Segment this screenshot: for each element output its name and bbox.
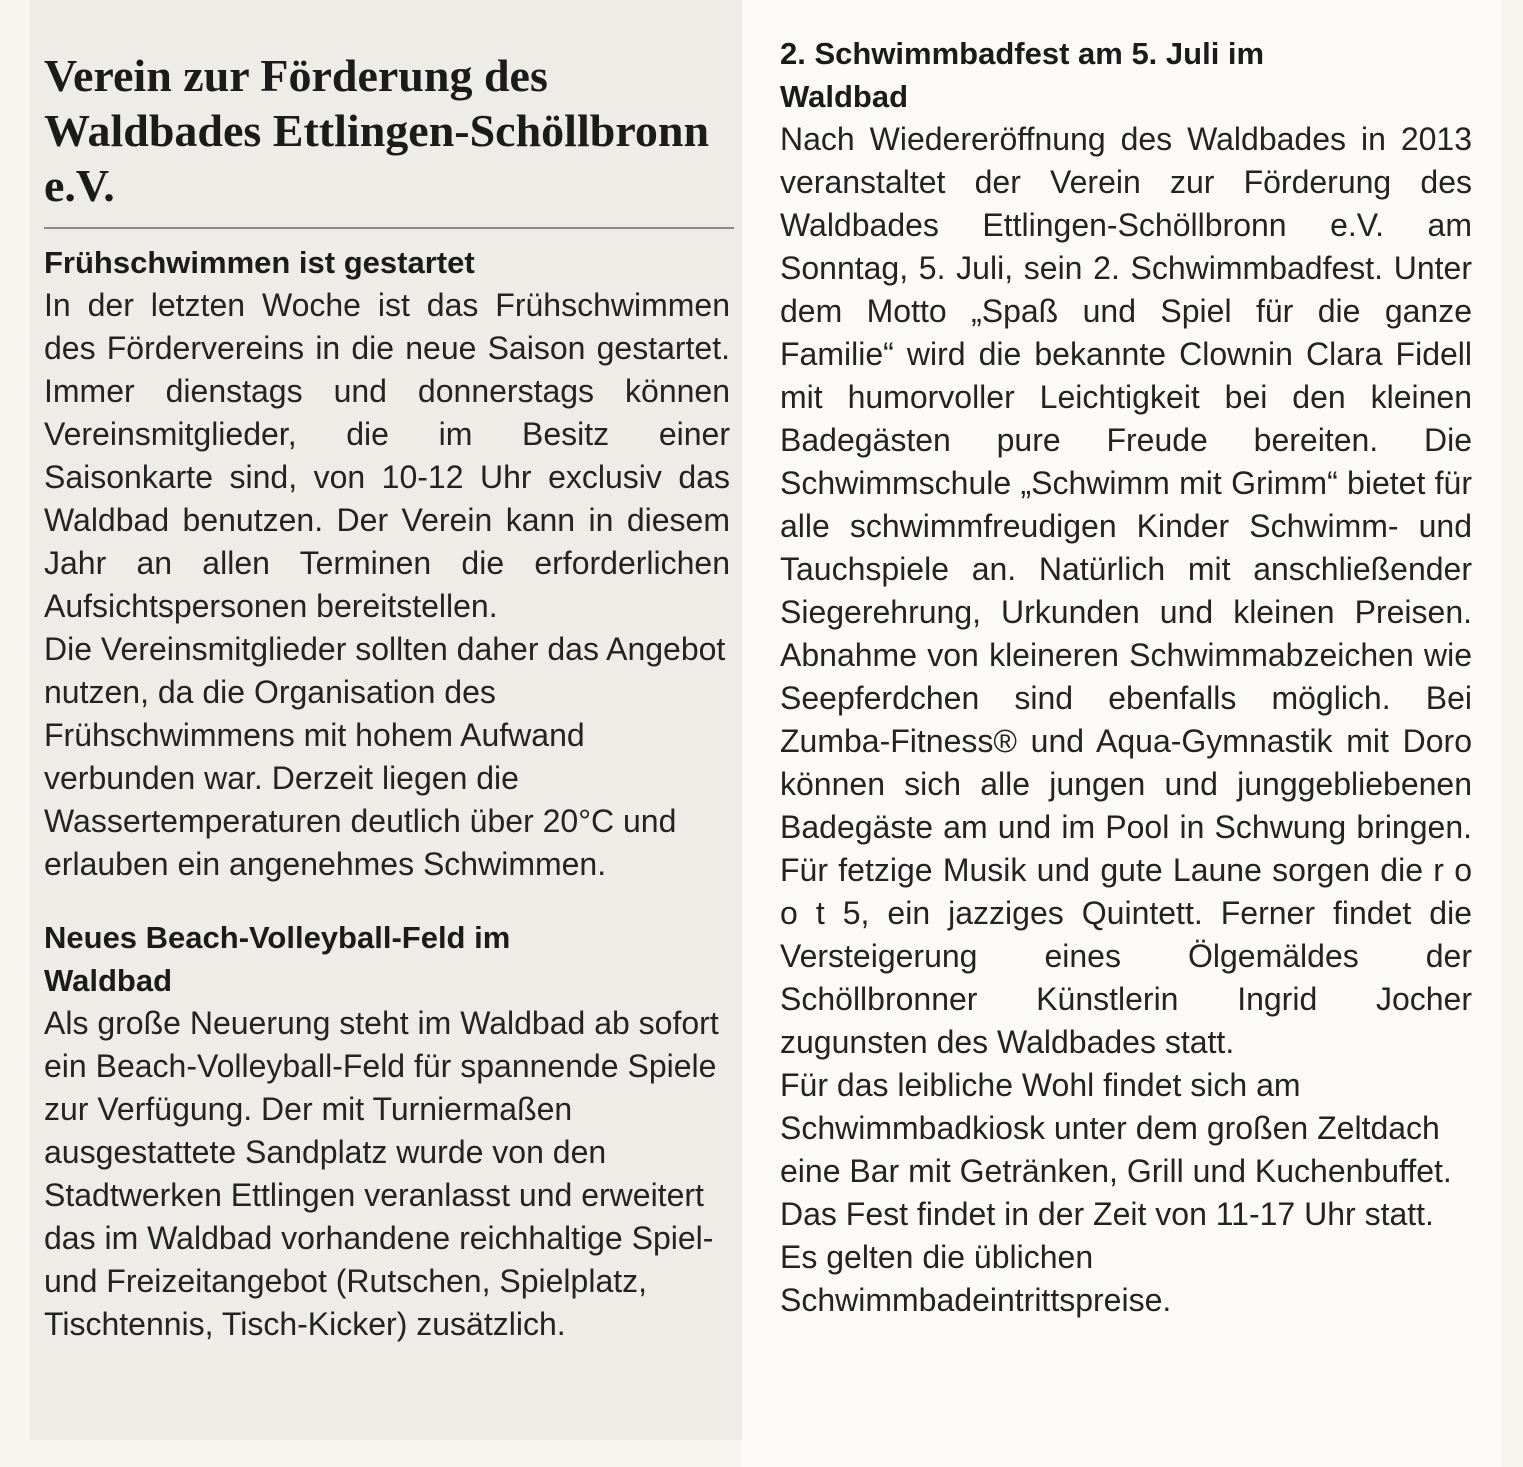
left-column [30, 0, 742, 1440]
section-beach-volleyball [44, 916, 730, 1346]
paragraph: Für das leibliche Wohl findet sich am Schwimmbadkiosk unter dem großen Zeltdach eine Bar mit Getränken, Grill und Kuchenbuffet. Das Fest findet in der Zeit von 11-17 Uhr statt. Es gelten die üblichen Schwimmbadeintrittspreise. [780, 1067, 1452, 1318]
section-heading: Neues Beach-Volleyball-Feld im Waldbad [44, 920, 511, 998]
right-column [742, 0, 1502, 1467]
paragraph: Die Vereinsmitglieder sollten daher das Angebot nutzen, da die Organisation des Frühschwimmens mit hohem Aufwand verbunden war. Derzeit liegen die Wassertemperaturen deutlich über 20°C und erlauben ein angenehmes Schwimmen. [44, 631, 726, 882]
section-heading: Frühschwimmen ist gestartet [44, 245, 475, 280]
section-fruehschwimmen [44, 241, 730, 886]
article-title: Verein zur Förderung des Waldbades Ettlingen-Schöllbronn e.V. [44, 48, 734, 229]
section-heading: 2. Schwimmbadfest am 5. Juli im Waldbad [780, 36, 1265, 114]
paragraph: Als große Neuerung steht im Waldbad ab sofort ein Beach-Volleyball-Feld für spannende Spiele zur Verfügung. Der mit Turniermaßen ausgestattete Sandplatz wurde von den Stadtwerken Ettlingen veranlasst und erweitert das im Waldbad vorhandene reichhaltige Spiel- und Freizeitangebot (Rutschen, Spielplatz, Tischtennis, Tisch-Kicker) zusätzlich. [44, 1005, 719, 1342]
paragraph: In der letzten Woche ist das Frühschwimmen des Fördervereins in die neue Saison gestartet. Immer dienstags und donnerstags können Vereinsmitglieder, die im Besitz einer Saisonkarte sind, von 10-12 Uhr exclusiv das Waldbad benutzen. Der Verein kann in diesem Jahr an allen Terminen die erforderlichen Aufsichtspersonen bereitstellen. [44, 287, 730, 624]
paragraph: Nach Wiedereröffnung des Waldbades in 2013 veranstaltet der Verein zur Förderung des Waldbades Ettlingen-Schöllbronn e.V. am Sonntag, 5. Juli, sein 2. Schwimmbadfest. Unter dem Motto „Spaß und Spiel für die ganze Familie“ wird die bekannte Clownin Clara Fidell mit humorvoller Leichtigkeit bei den kleinen Badegästen pure Freude bereiten. Die Schwimmschule „Schwimm mit Grimm“ bietet für alle schwimmfreudigen Kinder Schwimm- und Tauchspiele an. Natürlich mit anschließender Siegerehrung, Urkunden und kleinen Preisen. Abnahme von kleineren Schwimmabzeichen wie Seepferdchen sind ebenfalls möglich. Bei Zumba-Fitness® und Aqua-Gymnastik mit Doro können sich alle jungen und junggebliebenen Badegäste am und im Pool in Schwung bringen. Für fetzige Musik und gute Laune sorgen die r o o t 5, ein jazziges Quintett. Ferner findet die Versteigerung eines Ölgemäldes der Schöllbronner Künstlerin Ingrid Jocher zugunsten des Waldbades statt. [780, 121, 1472, 1060]
section-schwimmbadfest [780, 32, 1472, 1322]
